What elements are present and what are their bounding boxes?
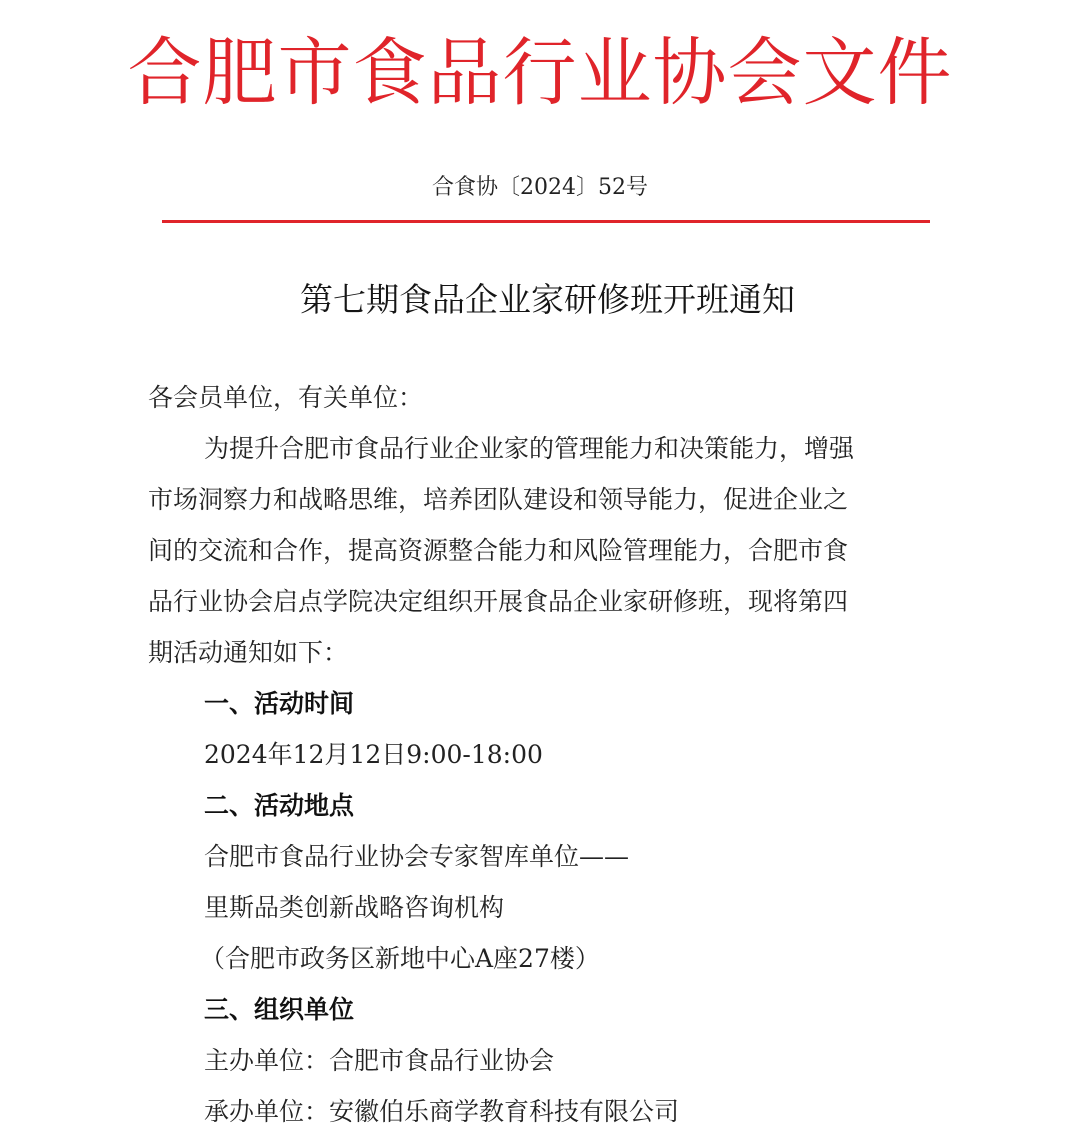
activity-time-value: 2024年12月12日9:00-18:00: [204, 740, 543, 769]
section-heading-time: 一、活动时间: [204, 689, 355, 718]
paragraph-line: 期活动通知如下：: [148, 638, 349, 667]
location-line: 里斯品类创新战略咨询机构: [204, 893, 505, 922]
document-number: 合食协〔2024〕52号: [432, 175, 648, 200]
red-divider-line: [162, 220, 930, 223]
paragraph-line: 间的交流和合作，提高资源整合能力和风险管理能力，合肥市食: [148, 536, 849, 565]
location-line: 合肥市食品行业协会专家智库单位——: [204, 842, 630, 871]
org-masthead-title: 合肥市食品行业协会文件: [127, 30, 953, 116]
host-organization: 主办单位：合肥市食品行业协会: [204, 1046, 555, 1075]
salutation: 各会员单位，有关单位：: [148, 383, 424, 412]
section-heading-organizers: 三、组织单位: [204, 995, 355, 1024]
organizing-company: 承办单位：安徽伯乐商学教育科技有限公司: [204, 1097, 680, 1126]
intro-paragraph: [148, 423, 948, 678]
paragraph-line: 为提升合肥市食品行业企业家的管理能力和决策能力，增强: [204, 434, 855, 463]
paragraph-line: 市场洞察力和战略思维，培养团队建设和领导能力，促进企业之: [148, 485, 849, 514]
notice-title: 第七期食品企业家研修班开班通知: [300, 280, 795, 319]
notice-sections: [200, 678, 984, 1126]
section-heading-location: 二、活动地点: [204, 791, 355, 820]
paragraph-line: 品行业协会启点学院决定组织开展食品企业家研修班，现将第四: [148, 587, 849, 616]
location-address: （合肥市政务区新地中心A座27楼）: [200, 944, 600, 973]
